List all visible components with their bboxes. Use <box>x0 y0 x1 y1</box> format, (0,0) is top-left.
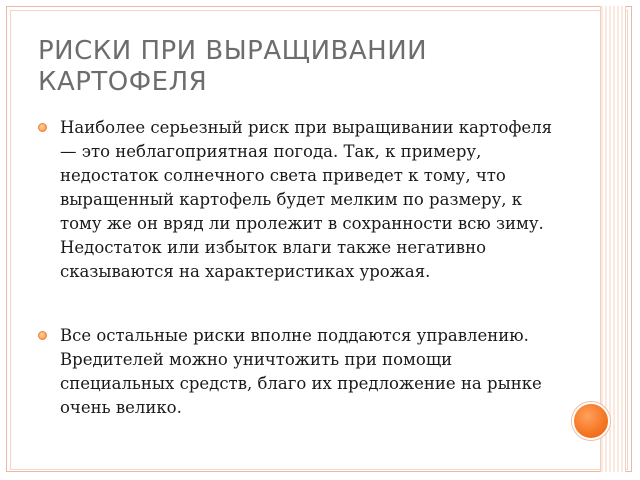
bullet-item <box>38 324 568 420</box>
orange-circle-ornament <box>572 402 610 440</box>
slide-title: РИСКИ ПРИ ВЫРАЩИВАНИИ КАРТОФЕЛЯ <box>38 36 428 97</box>
bullet-item <box>38 116 568 284</box>
slide-content <box>38 116 568 420</box>
bullet-text: Наиболее серьезный риск при выращивании картофеля — это неблагоприятная погода. Так, к примеру, недостаток солнечного света приведет к тому, что выращенный картофель будет мелким по размеру, к тому же он вряд ли пролежит в сохранности всю зиму. Недостаток или избыток влаги также негативно сказываются на характеристиках урожая. <box>60 118 553 281</box>
bullet-marker-icon <box>38 123 47 132</box>
bullet-text: Все остальные риски вполне поддаются управлению. Вредителей можно уничтожить при помощи специальных средств, благо их предложение на рынке очень велико. <box>60 326 542 417</box>
bullet-marker-icon <box>38 331 47 340</box>
decorative-side-band <box>600 6 626 472</box>
